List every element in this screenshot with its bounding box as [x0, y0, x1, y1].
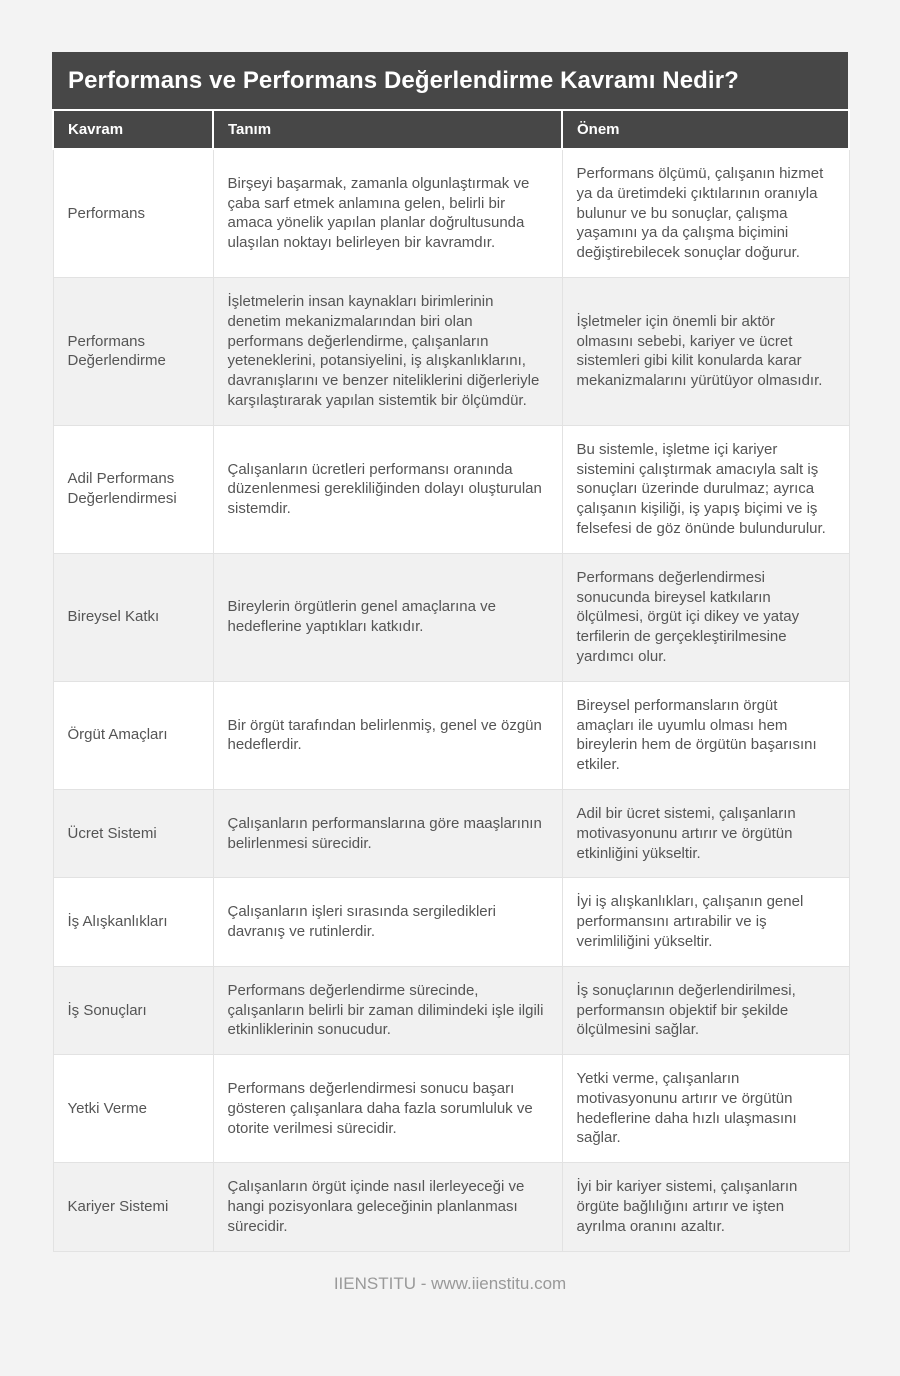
table-row [53, 149, 849, 277]
table-row [53, 1163, 849, 1251]
cell-tanim: Çalışanların ücretleri performansı oranında düzenlenmesi gerekliliğinden dolayı oluşturulan sistemdir. [213, 425, 562, 553]
cell-kavram: Örgüt Amaçları [53, 681, 213, 789]
table-row [53, 277, 849, 425]
concept-table [52, 109, 850, 1252]
cell-kavram: Kariyer Sistemi [53, 1163, 213, 1251]
table-row [53, 789, 849, 877]
cell-onem: İyi bir kariyer sistemi, çalışanların örgüte bağlılığını artırır ve işten ayrılma oranını azaltır. [562, 1163, 849, 1251]
cell-tanim: Performans değerlendirmesi sonucu başarı gösteren çalışanlara daha fazla sorumluluk ve otorite verilmesi sürecidir. [213, 1055, 562, 1163]
footer-text: IIENSTITU - www.iienstitu.com [333, 1273, 567, 1293]
page-title: Performans ve Performans Değerlendirme Kavramı Nedir? [52, 52, 848, 109]
cell-kavram: Yetki Verme [53, 1055, 213, 1163]
cell-tanim: Çalışanların işleri sırasında sergiledikleri davranış ve rutinlerdir. [213, 878, 562, 966]
cell-kavram: İş Sonuçları [53, 966, 213, 1054]
cell-tanim: İşletmelerin insan kaynakları birimlerinin denetim mekanizmalarından biri olan performans değerlendirme, çalışanların yeteneklerini, potansiyelini, iş alışkanlıklarını, davranışlarını ve benzer niteliklerini diğerleriyle karşılaştırarak yapılan sistemtik bir ölçümdür. [213, 277, 562, 425]
header-row [53, 110, 849, 149]
cell-tanim: Bir örgüt tarafından belirlenmiş, genel ve özgün hedeflerdir. [213, 681, 562, 789]
cell-onem: Adil bir ücret sistemi, çalışanların motivasyonunu artırır ve örgütün etkinliğini yükseltir. [562, 789, 849, 877]
cell-tanim: Birşeyi başarmak, zamanla olgunlaştırmak ve çaba sarf etmek anlamına gelen, belirli bir amaca yönelik yapılan planlar doğrultusunda ulaşılan noktayı belirleyen bir kavramdır. [213, 149, 562, 277]
cell-kavram: İş Alışkanlıkları [53, 878, 213, 966]
table-row [53, 681, 849, 789]
cell-tanim: Çalışanların örgüt içinde nasıl ilerleyeceği ve hangi pozisyonlara geleceğinin planlanması sürecidir. [213, 1163, 562, 1251]
cell-kavram: Performans Değerlendirme [53, 277, 213, 425]
table-row [53, 425, 849, 553]
column-header-onem: Önem [562, 110, 849, 149]
table-row [53, 553, 849, 681]
table-row [53, 1055, 849, 1163]
cell-kavram: Adil Performans Değerlendirmesi [53, 425, 213, 553]
cell-tanim: Çalışanların performanslarına göre maaşlarının belirlenmesi sürecidir. [213, 789, 562, 877]
cell-kavram: Ücret Sistemi [53, 789, 213, 877]
table-body [53, 149, 849, 1251]
cell-tanim: Bireylerin örgütlerin genel amaçlarına ve hedeflerine yaptıkları katkıdır. [213, 553, 562, 681]
column-header-tanim: Tanım [213, 110, 562, 149]
cell-onem: Bireysel performansların örgüt amaçları ile uyumlu olması hem bireylerin hem de örgütün başarısını etkiler. [562, 681, 849, 789]
column-header-kavram: Kavram [53, 110, 213, 149]
table-row [53, 878, 849, 966]
cell-onem: Performans değerlendirmesi sonucunda bireysel katkıların ölçülmesi, örgüt içi dikey ve yatay terfilerin de gerçekleştirilmesine yardımcı olur. [562, 553, 849, 681]
cell-onem: İş sonuçlarının değerlendirilmesi, performansın objektif bir şekilde ölçülmesini sağlar. [562, 966, 849, 1054]
cell-onem: Yetki verme, çalışanların motivasyonunu artırır ve örgütün hedeflerine daha hızlı ulaşmasını sağlar. [562, 1055, 849, 1163]
cell-onem: İşletmeler için önemli bir aktör olmasını sebebi, kariyer ve ücret sistemleri gibi kilit konularda karar mekanizmalarını yürütüyor olmasıdır. [562, 277, 849, 425]
infographic-table [52, 0, 848, 1252]
cell-onem: Performans ölçümü, çalışanın hizmet ya da üretimdeki çıktılarının oranıyla bulunur ve bu sonuçlar, çalışma yaşamını ya da çalışma biçimini değiştirebilecek sonuçlar doğurur. [562, 149, 849, 277]
cell-kavram: Performans [53, 149, 213, 277]
cell-onem: Bu sistemle, işletme içi kariyer sistemini çalıştırmak amacıyla salt iş sonuçları üzerinde durulmaz; ayrıca çalışanın kişiliği, iş yapış biçimi ve iş felsefesi de göz önünde bulundurulur. [562, 425, 849, 553]
cell-kavram: Bireysel Katkı [53, 553, 213, 681]
cell-onem: İyi iş alışkanlıkları, çalışanın genel performansını artırabilir ve iş verimliliğini yükseltir. [562, 878, 849, 966]
cell-tanim: Performans değerlendirme sürecinde, çalışanların belirli bir zaman dilimindeki işle ilgili etkinliklerinin sonucudur. [213, 966, 562, 1054]
table-row [53, 966, 849, 1054]
